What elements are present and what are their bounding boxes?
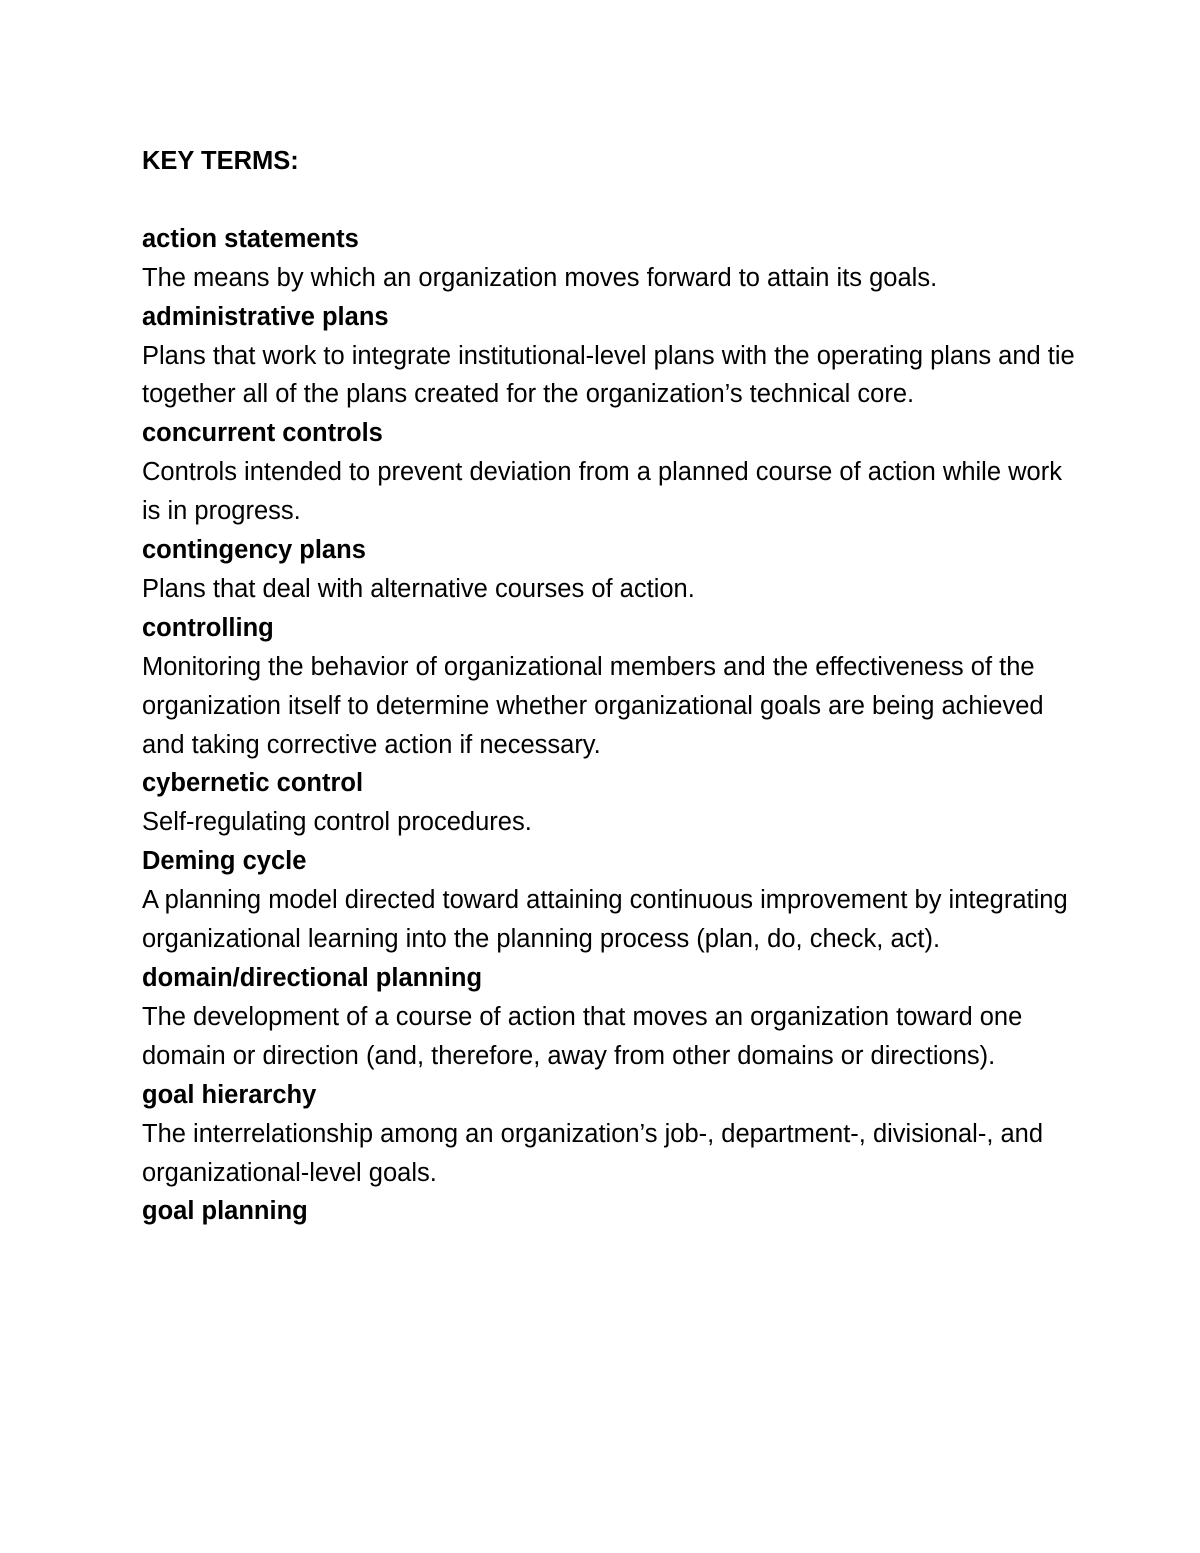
term-definition: Plans that work to integrate institutional-level plans with the operating plans and tie together all of the plans created for the organization’s technical core.	[142, 341, 1075, 409]
term-title: controlling	[142, 613, 274, 642]
term-entry	[142, 414, 1082, 531]
term-entry	[142, 220, 1082, 298]
key-terms-heading: KEY TERMS:	[142, 147, 299, 175]
term-title: domain/directional planning	[142, 964, 483, 993]
document-content	[142, 142, 1082, 1231]
term-entry	[142, 1192, 1082, 1231]
term-title: goal planning	[142, 1197, 308, 1226]
term-title: goal hierarchy	[142, 1080, 317, 1109]
term-entry	[142, 842, 1082, 959]
term-definition: Controls intended to prevent deviation from a planned course of action while work is in progress.	[142, 458, 1062, 526]
term-definition: Self-regulating control procedures.	[142, 808, 532, 837]
term-entry	[142, 609, 1082, 765]
term-definition: The means by which an organization moves forward to attain its goals.	[142, 263, 938, 292]
term-entry	[142, 764, 1082, 842]
term-definition: Plans that deal with alternative courses of action.	[142, 574, 695, 603]
term-title: concurrent controls	[142, 419, 383, 448]
term-entry	[142, 531, 1082, 609]
term-definition: The interrelationship among an organization’s job-, department-, divisional-, and organizational-level goals.	[142, 1119, 1044, 1187]
term-definition: A planning model directed toward attaining continuous improvement by integrating organizational learning into the planning process (plan, do, check, act).	[142, 886, 1068, 954]
term-entry	[142, 1076, 1082, 1193]
term-entry	[142, 959, 1082, 1076]
term-title: administrative plans	[142, 302, 389, 331]
term-definition: Monitoring the behavior of organizational members and the effectiveness of the organization itself to determine whether organizational goals are being achieved and taking corrective action if necessary.	[142, 652, 1044, 759]
term-definition: The development of a course of action that moves an organization toward one domain or direction (and, therefore, away from other domains or directions).	[142, 1002, 1023, 1070]
term-title: contingency plans	[142, 536, 366, 565]
term-title: Deming cycle	[142, 847, 307, 876]
term-title: action statements	[142, 224, 359, 253]
term-entry	[142, 298, 1082, 415]
term-title: cybernetic control	[142, 769, 364, 798]
